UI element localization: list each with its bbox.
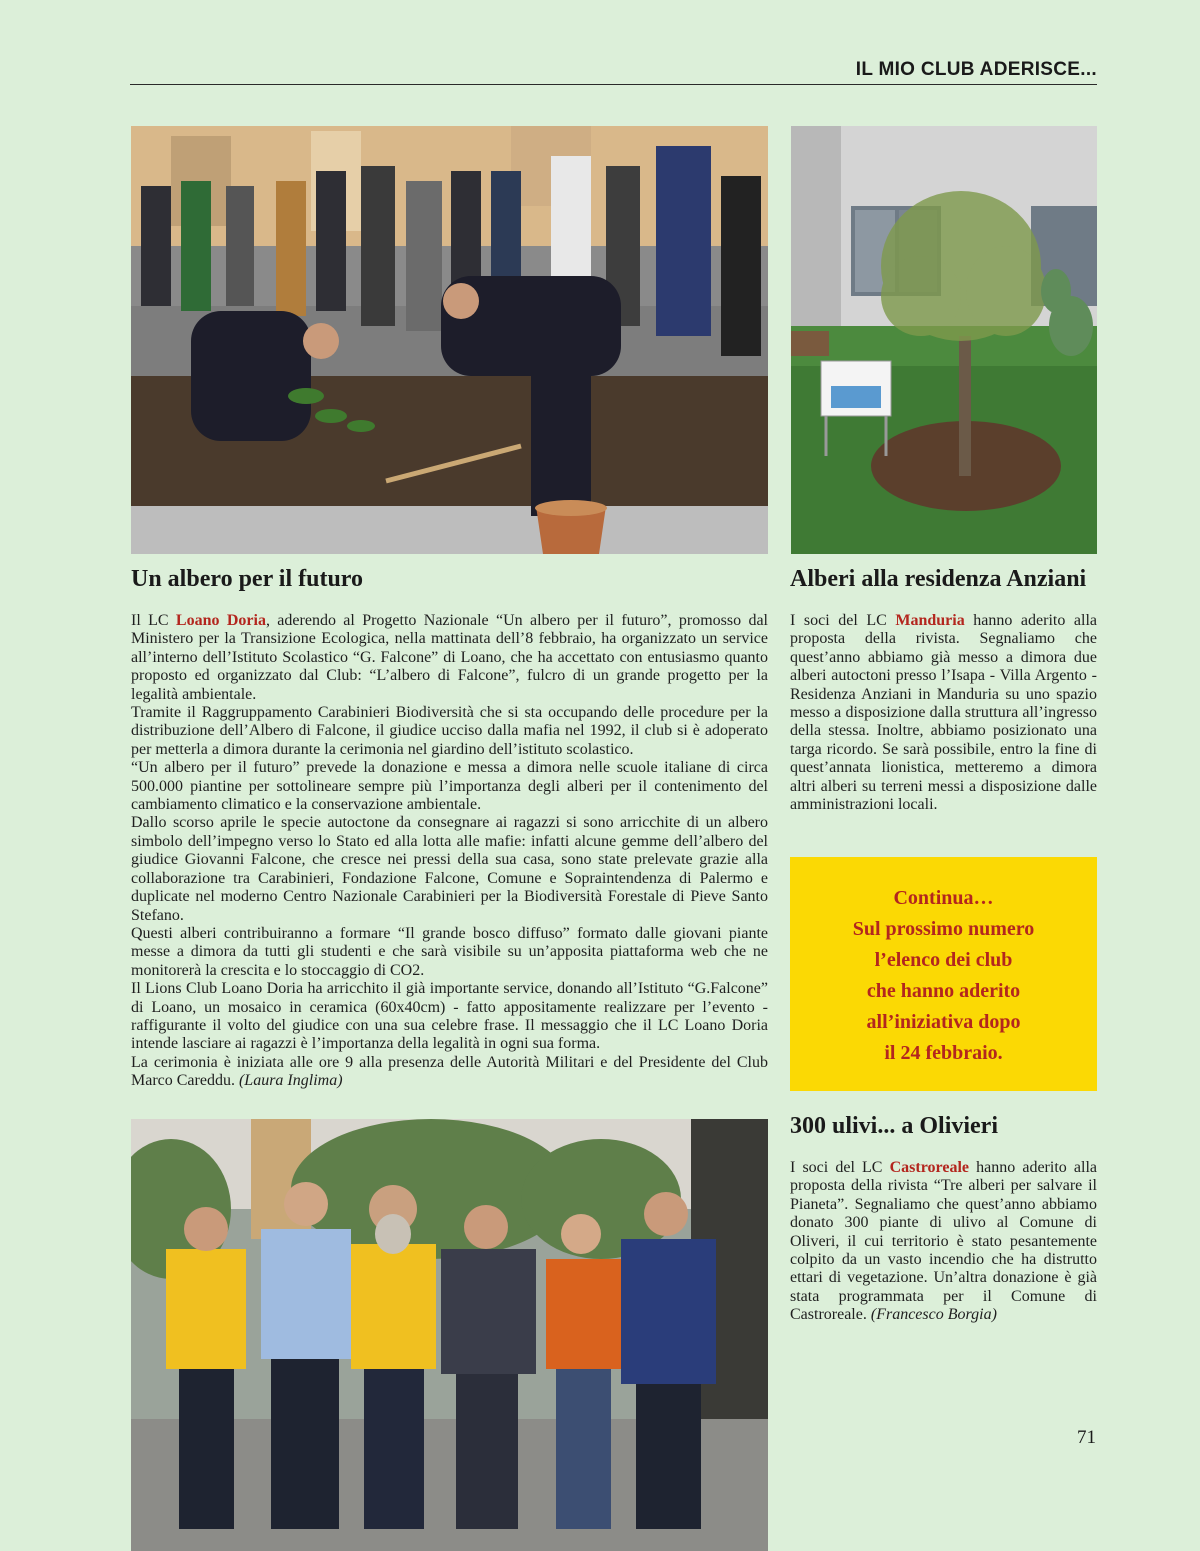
club-name-castroreale: Castroreale — [889, 1159, 969, 1176]
paragraph: Questi alberi contribuiranno a formare “Il grande bosco diffuso” formato dalle giovani piante messe a dimora da tutti gli studenti e che sarà visibile su un’apposita piattaforma web che ne monitorerà la crescita e lo stoccaggio di CO2. — [131, 924, 768, 979]
article-title-residenza-anziani: Alberi alla residenza Anziani — [790, 566, 1087, 592]
paragraph — [790, 1159, 1097, 1325]
paragraph — [790, 612, 1097, 814]
paragraph — [131, 1054, 768, 1091]
notice-line: il 24 febbraio. — [884, 1042, 1003, 1064]
article-body-albero-futuro — [131, 612, 768, 1091]
paragraph: “Un albero per il futuro” prevede la donazione e messa a dimora nelle scuole italiane di circa 500.000 piantine per sottolineare sempre più l’importanza degli alberi per il contenimento del cambiamento climatico e la conservazione ambientale. — [131, 759, 768, 814]
page-number: 71 — [1077, 1427, 1096, 1448]
continua-notice-box — [790, 857, 1097, 1091]
notice-line: all’iniziativa dopo — [866, 1011, 1021, 1033]
notice-line: Sul prossimo numero — [852, 918, 1035, 940]
club-name-manduria: Manduria — [895, 612, 965, 629]
paragraph: Il Lions Club Loano Doria ha arricchito il già importante service, donando all’Istituto “G.Falcone” di Loano, un mosaico in ceramica (60x40cm) - fatto appositamente realizzare per l’evento - raffigurante il volto del giudice con una sua celebre frase. Il messaggio che il LC Loano Doria intende lasciare ai ragazzi è l’importanza della legalità in ogni sua forma. — [131, 980, 768, 1053]
paragraph: Tramite il Raggruppamento Carabinieri Biodiversità che si sta occupando delle procedure per la distribuzione dell’Albero di Falcone, il giudice ucciso dalla mafia nel 1992, il club si è adoperato per metterla a dimora durante la cerimonia nel giardino dell’istituto scolastico. — [131, 704, 768, 758]
article-body-residenza-anziani — [790, 612, 1097, 814]
text-span: Il LC — [131, 612, 176, 629]
text-span: hanno aderito alla proposta della rivista “Tre alberi per salvare il Pianeta”. Segnaliamo che quest’anno abbiamo donato 300 piante di ulivo al Comune di Oliveri, il cui territorio è stato pesantemente colpito da un vasto incendio che ha distrutto ettari di vegetazione. Un’altra donazione è già stata programmata per il Comune di Castroreale. — [790, 1159, 1097, 1324]
notice-line: Continua… — [893, 887, 994, 909]
author-credit: (Laura Inglima) — [238, 1072, 343, 1090]
text-span: hanno aderito alla proposta della rivista. Segnaliamo che quest’anno abbiamo già messo a dimora due alberi autoctoni presso l’Isapa - Villa Argento - Residenza Anziani in Manduria su uno spazio messo a disposizione dalla struttura all’ingresso della stessa. Inoltre, abbiamo posizionato una targa ricordo. Se sarà possibile, entro la fine di quest’annata lionistica, metteremo a dimora altri alberi su terreni messi a disposizione dalle amministrazioni locali. — [790, 612, 1097, 814]
photo-residence-tree — [791, 126, 1097, 554]
paragraph — [131, 612, 768, 704]
notice-line: che hanno aderito — [866, 980, 1021, 1002]
article-title-ulivi-olivieri: 300 ulivi... a Olivieri — [790, 1113, 998, 1139]
club-name-loano-doria: Loano Doria — [175, 612, 266, 629]
text-span: I soci del LC — [790, 1159, 890, 1176]
photo-lions-group — [131, 1119, 768, 1551]
section-header: IL MIO CLUB ADERISCE... — [130, 58, 1097, 85]
notice-line: l’elenco dei club — [874, 949, 1013, 971]
author-credit: (Francesco Borgia) — [870, 1306, 997, 1324]
article-title-albero-futuro: Un albero per il futuro — [131, 566, 364, 592]
text-span: La cerimonia è iniziata alle ore 9 alla presenza delle Autorità Militari e del Presidente del Club Marco Careddu. — [131, 1053, 768, 1090]
text-span: , aderendo al Progetto Nazionale “Un albero per il futuro”, promosso dal Ministero per la Transizione Ecologica, nella mattinata dell’8 febbraio, ha organizzato un service all’interno dell’Istituto Scolastico “G. Falcone” di Loano, che ha accettato con entusiasmo quanto proposto ed organizzato dal Club: “L’albero di Falcone”, fulcro di un grande progetto per la legalità ambientale. — [131, 612, 768, 703]
article-body-ulivi-olivieri — [790, 1159, 1097, 1325]
photo-tree-planting — [131, 126, 768, 554]
text-span: I soci del LC — [790, 612, 896, 629]
paragraph: Dallo scorso aprile le specie autoctone da consegnare ai ragazzi si sono arricchite di un albero simbolo dell’impegno verso lo Stato ed alla lotta alle mafie: infatti alcune gemme dell’albero del giudice Giovanni Falcone, che cresce nei pressi della sua casa, sono state prelevate grazie alla collaborazione tra Carabinieri, Fondazione Falcone, Comune e Sopraintendenza di Palermo e duplicate nel moderno Centro Nazionale Carabinieri per la Biodiversità Forestale di Pieve Santo Stefano. — [131, 814, 768, 924]
